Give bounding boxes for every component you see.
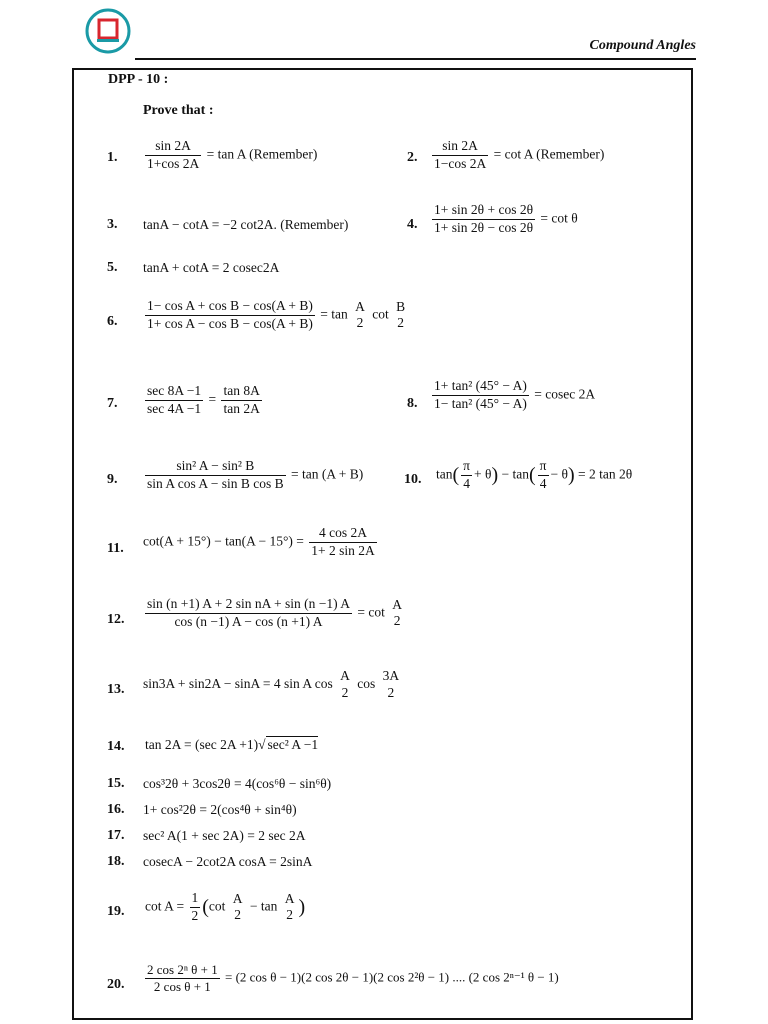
- problem-number: 8.: [407, 396, 418, 411]
- denominator: cos (n −1) A − cos (n +1) A: [145, 613, 352, 631]
- numerator: B: [396, 298, 406, 314]
- denominator: 2: [356, 315, 364, 331]
- tan: − tan: [501, 466, 529, 482]
- numerator: 3A: [382, 668, 400, 683]
- equals: =: [208, 391, 217, 407]
- problem-number: 10.: [404, 472, 422, 487]
- denominator: 2: [286, 907, 294, 923]
- numerator: sin 2A: [442, 138, 478, 153]
- denominator: 1+ cos A − cos B − cos(A + B): [147, 315, 313, 331]
- numerator: sec 8A −1: [147, 383, 202, 398]
- fraction: [353, 299, 367, 333]
- fraction: [432, 202, 535, 237]
- tan: tan: [436, 466, 453, 482]
- cos: cos: [357, 675, 376, 691]
- problem-6: [143, 298, 409, 333]
- problem-number: 19.: [107, 904, 125, 919]
- problem-10: tan( $\frac{\pi}{4}$ + θ) − tan( $\frac{\pi}{4}$ − θ) = 2 tan 2θ: [436, 458, 633, 491]
- rhs: = cosec 2A: [534, 386, 596, 402]
- numerator: A: [284, 890, 295, 906]
- fraction: [381, 668, 402, 702]
- denominator: 2 cos θ + 1: [145, 978, 220, 995]
- fraction: [145, 138, 201, 173]
- problem-20: [143, 962, 559, 996]
- lhs: cot(A + 15°) − tan(A − 15°) =: [143, 533, 304, 549]
- problem-5: tanA + cotA = 2 cosec2A: [143, 260, 280, 275]
- denominator: sec 4A −1: [147, 400, 202, 416]
- rhs: = cot A (Remember): [493, 146, 605, 162]
- problem-number: 13.: [107, 682, 125, 697]
- problem-3: tanA − cotA = −2 cot2A. (Remember): [143, 217, 349, 232]
- denominator: 2: [234, 907, 242, 923]
- problem-number: 20.: [107, 977, 125, 992]
- header-divider: [135, 58, 696, 60]
- denominator: 4: [538, 475, 549, 493]
- dpp-label: DPP - 10 :: [108, 72, 169, 87]
- rhs: = cot θ: [540, 210, 578, 226]
- numerator: sin 2A: [155, 138, 191, 153]
- denominator: 2: [191, 907, 199, 923]
- numerator: 1+ tan² (45° − A): [434, 378, 527, 393]
- fraction: [432, 378, 529, 413]
- problem-number: 17.: [107, 828, 125, 843]
- problem-18: cosecA − 2cot2A cosA = 2sinA: [143, 854, 313, 869]
- denominator: 2: [387, 684, 395, 700]
- fraction: [145, 962, 220, 996]
- numerator: tan 8A: [223, 383, 260, 398]
- term: − θ: [550, 466, 568, 482]
- problem-12: [143, 596, 406, 631]
- problem-number: 2.: [407, 150, 418, 165]
- problem-7: [143, 383, 264, 418]
- problem-2: [430, 138, 604, 173]
- problem-4: [430, 202, 578, 237]
- fraction: [390, 597, 404, 631]
- term: + θ: [474, 466, 492, 482]
- problem-9: [143, 458, 363, 493]
- numerator: 1: [191, 890, 199, 905]
- problem-number: 1.: [107, 150, 118, 165]
- problem-number: 18.: [107, 854, 125, 869]
- numerator: π: [539, 458, 547, 473]
- fraction: [190, 890, 201, 925]
- denominator: tan 2A: [223, 400, 260, 416]
- denominator: 1−cos 2A: [434, 155, 487, 171]
- denominator: sin A cos A − sin B cos B: [147, 475, 284, 491]
- problem-number: 7.: [107, 396, 118, 411]
- rhs: = (2 cos θ − 1)(2 cos 2θ − 1)(2 cos 2²θ − 1) .... (2 cos 2ⁿ⁻¹ θ − 1): [224, 969, 559, 985]
- numerator: 4 cos 2A: [318, 525, 367, 540]
- fraction: [145, 458, 286, 493]
- denominator: 2: [341, 684, 349, 700]
- problem-number: 6.: [107, 314, 118, 329]
- problem-11: [143, 525, 379, 560]
- fraction: [338, 668, 352, 702]
- problem-17: sec² A(1 + sec 2A) = 2 sec 2A: [143, 828, 306, 843]
- brand-logo: [85, 8, 131, 54]
- problem-number: 12.: [107, 612, 125, 627]
- numerator: 1+ sin 2θ + cos 2θ: [434, 202, 534, 217]
- problem-14: [145, 737, 318, 753]
- fraction: [145, 383, 203, 418]
- problem-13: [143, 668, 403, 702]
- lhs: tan 2A = (sec 2A +1): [145, 737, 259, 752]
- problem-8: [430, 378, 595, 413]
- numerator: A: [392, 596, 402, 612]
- numerator: A: [232, 890, 243, 906]
- fraction: [231, 891, 245, 925]
- fraction: [283, 891, 297, 925]
- numerator: π: [463, 458, 470, 473]
- problem-16: 1+ cos²2θ = 2(cos⁴θ + sin⁴θ): [143, 802, 297, 817]
- fraction: [145, 298, 315, 333]
- radicand: sec² A −1: [267, 737, 319, 752]
- fraction: [461, 458, 472, 493]
- denominator: 2: [393, 613, 401, 629]
- fraction: [145, 596, 352, 631]
- denominator: 1− tan² (45° − A): [434, 395, 527, 411]
- numerator: 1− cos A + cos B − cos(A + B): [147, 298, 313, 313]
- numerator: sin (n +1) A + 2 sin nA + sin (n −1) A: [147, 596, 350, 611]
- cot: cot: [208, 898, 226, 914]
- fraction: [394, 299, 407, 333]
- rhs: = tan A (Remember): [206, 146, 318, 162]
- denominator: 4: [461, 475, 472, 493]
- problem-19: cot A = $\frac{1}{2}$ (cot A 2 − tan A 2 ): [145, 890, 306, 923]
- numerator: A: [340, 668, 350, 683]
- problem-15: cos³2θ + 3cos2θ = 4(cos⁶θ − sin⁶θ): [143, 776, 332, 791]
- denominator: 1+ sin 2θ − cos 2θ: [434, 219, 534, 235]
- fraction: [432, 138, 488, 173]
- problem-number: 16.: [107, 802, 125, 817]
- denominator: 1+cos 2A: [147, 155, 200, 171]
- cot: cot: [372, 306, 389, 322]
- chapter-title: Compound Angles: [589, 38, 696, 53]
- denominator: 2: [397, 315, 404, 331]
- denominator: 1+ 2 sin 2A: [311, 542, 375, 558]
- equals: = tan: [320, 306, 348, 322]
- problem-number: 9.: [107, 472, 118, 487]
- lhs: sin3A + sin2A − sinA = 4 sin A cos: [143, 675, 333, 691]
- equals: = cot: [357, 604, 385, 620]
- numerator: A: [355, 298, 365, 314]
- problem-number: 15.: [107, 776, 125, 791]
- problem-number: 5.: [107, 260, 118, 275]
- radical: √: [258, 737, 266, 752]
- problem-number: 14.: [107, 739, 125, 754]
- prove-that-heading: Prove that :: [143, 103, 214, 118]
- numerator: 2 cos 2ⁿ θ + 1: [147, 962, 218, 977]
- tan: − tan: [249, 898, 278, 914]
- rhs: = tan (A + B): [291, 466, 364, 482]
- problem-number: 4.: [407, 217, 418, 232]
- numerator: sin² A − sin² B: [176, 458, 255, 473]
- lhs: cot A =: [145, 898, 185, 914]
- problem-1: [143, 138, 317, 173]
- problem-number: 11.: [107, 541, 124, 556]
- rhs: = 2 tan 2θ: [578, 466, 633, 482]
- fraction: [538, 458, 549, 493]
- fraction: [309, 525, 377, 560]
- problem-number: 3.: [107, 217, 118, 232]
- fraction: [221, 383, 261, 418]
